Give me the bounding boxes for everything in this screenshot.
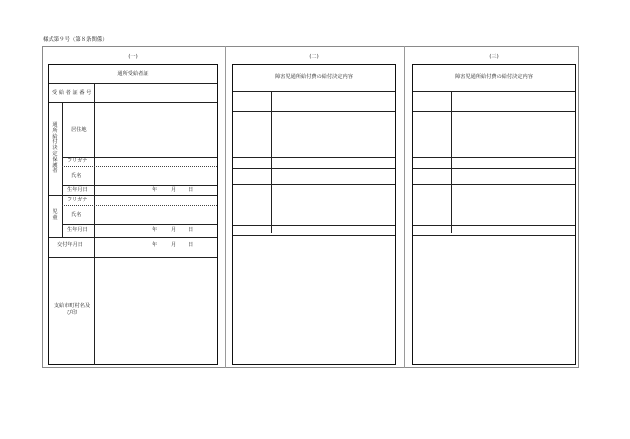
child-name-label: 氏名 [71,212,82,218]
guardian-birth-month: 月 [171,187,177,193]
rule [451,91,452,233]
rule [233,225,395,226]
benefit-decision-title-3: 障害児通所給付費の給付決定内容 [455,74,533,80]
rule [233,111,395,112]
rule [49,257,217,258]
issue-year: 年 [152,242,158,248]
rule [233,235,395,236]
child-furigana-label: フリガナ [67,197,88,203]
recipient-number-label: 受 給 者 証 番 号 [52,90,92,96]
child-birth-month: 月 [171,227,177,233]
rule [413,184,575,185]
guardian-birthdate-label: 生年月日 [67,187,88,193]
municipality-label: 支給市町村名及び印 [53,303,91,316]
address-label: 居住地 [71,127,87,133]
rule [233,91,395,92]
rule [413,168,575,169]
rule [413,111,575,112]
rule [62,195,63,238]
issue-day: 日 [188,242,194,248]
rule [233,168,395,169]
rule [62,166,217,167]
child-birth-day: 日 [188,227,194,233]
benefit-decision-title-2: 障害児通所給付費の給付決定内容 [275,74,353,80]
panel-number-2: (二) [309,54,319,60]
rule [413,225,575,226]
rule [49,195,217,196]
issue-month: 月 [171,242,177,248]
rule [62,102,63,202]
guardian-birth-year: 年 [152,187,158,193]
rule [49,237,217,238]
certificate-title: 通所受給者証 [117,71,149,77]
child-group-label: 児童 [52,209,58,221]
guardian-birth-day: 日 [188,187,194,193]
rule [413,91,575,92]
panel-divider-1 [225,46,226,368]
panel-number-3: (三) [489,54,499,60]
form-number: 様式第９号（第８条関係） [43,37,108,43]
benefit-decision-table-3 [412,64,576,365]
rule [62,224,217,225]
rule [271,91,272,233]
issue-date-label: 交付年月日 [57,242,83,248]
child-birthdate-label: 生年月日 [67,227,88,233]
benefit-decision-table-2 [232,64,396,365]
guardian-name-label: 氏名 [71,173,82,179]
rule [94,83,95,102]
rule [413,157,575,158]
rule [62,205,217,206]
rule [62,185,217,186]
panel-number-1: (一) [128,54,138,60]
recipient-certificate-table [48,64,218,365]
panel-divider-2 [404,46,405,368]
rule [94,257,95,365]
guardian-furigana-label: フリガナ [67,158,88,164]
rule [413,235,575,236]
guardian-group-label: 通所給付決定保護者 [52,122,58,175]
rule [49,102,217,103]
rule [233,184,395,185]
child-birth-year: 年 [152,227,158,233]
rule [233,157,395,158]
rule [49,83,217,84]
